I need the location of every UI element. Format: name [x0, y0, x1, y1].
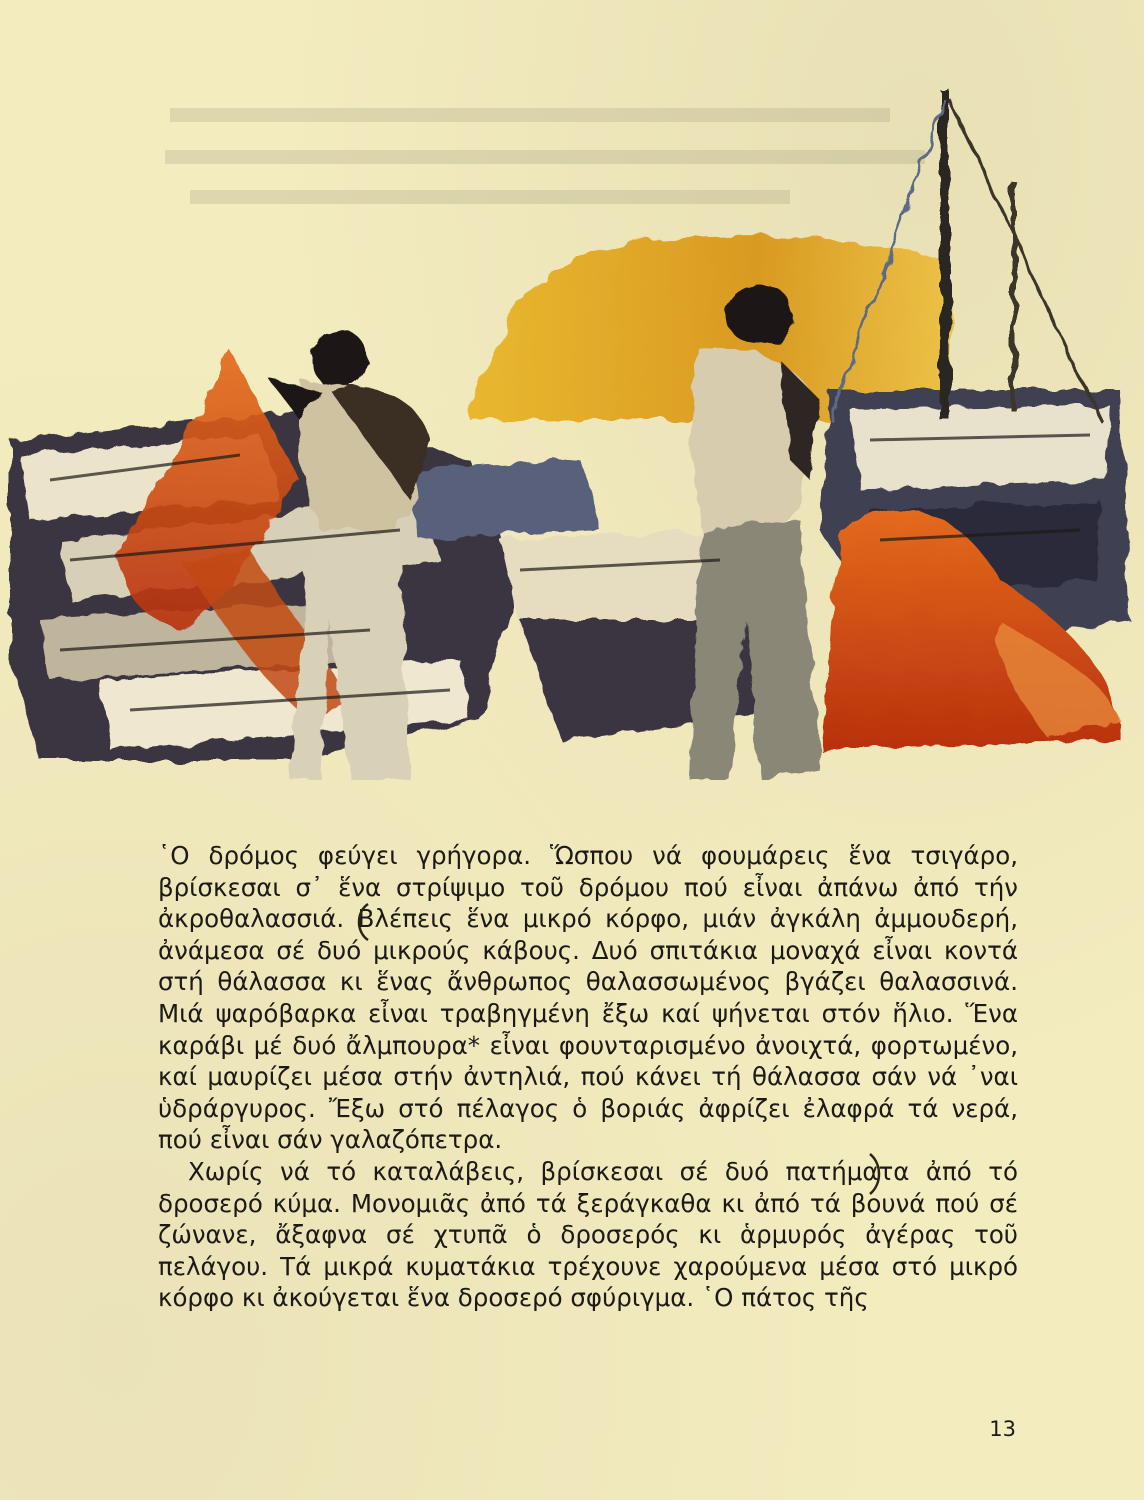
fishermen-illustration — [0, 60, 1144, 780]
pencil-bracket-left — [352, 902, 372, 942]
pencil-bracket-right — [866, 1152, 886, 1196]
body-text — [158, 840, 1018, 1314]
paragraph-2: Χωρίς νά τό καταλάβεις, βρίσκεσαι σέ δυό πατήματα ἀπό τό δροσερό κύμα. Μονομιᾶς ἀπό τά ξεράγκαθα κι ἀπό τά βουνά πού σέ ζώνανε, ἄξαφνα σέ χτυπᾶ ὁ δροσερός κι ἁρμυρός ἀγέρας τοῦ πελάγου. Τά μικρά κυματάκια τρέχουνε χαρούμενα μέσα στό μικρό κόρφο κι ἀκούγεται ἕνα δροσερό σφύριγμα. ῾Ο πάτος τῆς — [158, 1156, 1018, 1313]
page-number: 13 — [989, 1417, 1016, 1441]
show-through-text — [165, 108, 925, 204]
paragraph-1: ῾Ο δρόμος φεύγει γρήγορα. Ὥσπου νά φουμάρεις ἕνα τσιγάρο, βρίσκεσαι σ᾿ ἕνα στρίψιμο τοῦ δρόμου πού εἶναι ἀπάνω ἀπό τήν ἀκροθαλασσιά. Βλέπεις ἕνα μικρό κόρφο, μιάν ἀγκάλη ἀμμουδερή, ἀνάμεσα σέ δυό μικρούς κάβους. Δυό σπιτάκια μοναχά εἶναι κοντά στή θάλασσα κι ἕνας ἄνθρωπος θαλασσωμένος βγάζει θαλασσινά. Μιά ψαρόβαρκα εἶναι τραβηγμένη ἔξω καί ψήνεται στόν ἥλιο. Ἕνα καράβι μέ δυό ἄλμπουρα* εἶναι φουνταρισμένο ἀνοιχτά, φορτωμένο, καί μαυρίζει μέσα στήν ἀντηλιά, πού κάνει τή θάλασσα σάν νά ᾿ναι ὑδράργυρος. Ἔξω στό πέλαγος ὁ βοριάς ἀφρίζει ἐλαφρά τά νερά, πού εἶναι σάν γαλαζόπετρα. — [158, 841, 1018, 1155]
mast — [940, 90, 950, 420]
